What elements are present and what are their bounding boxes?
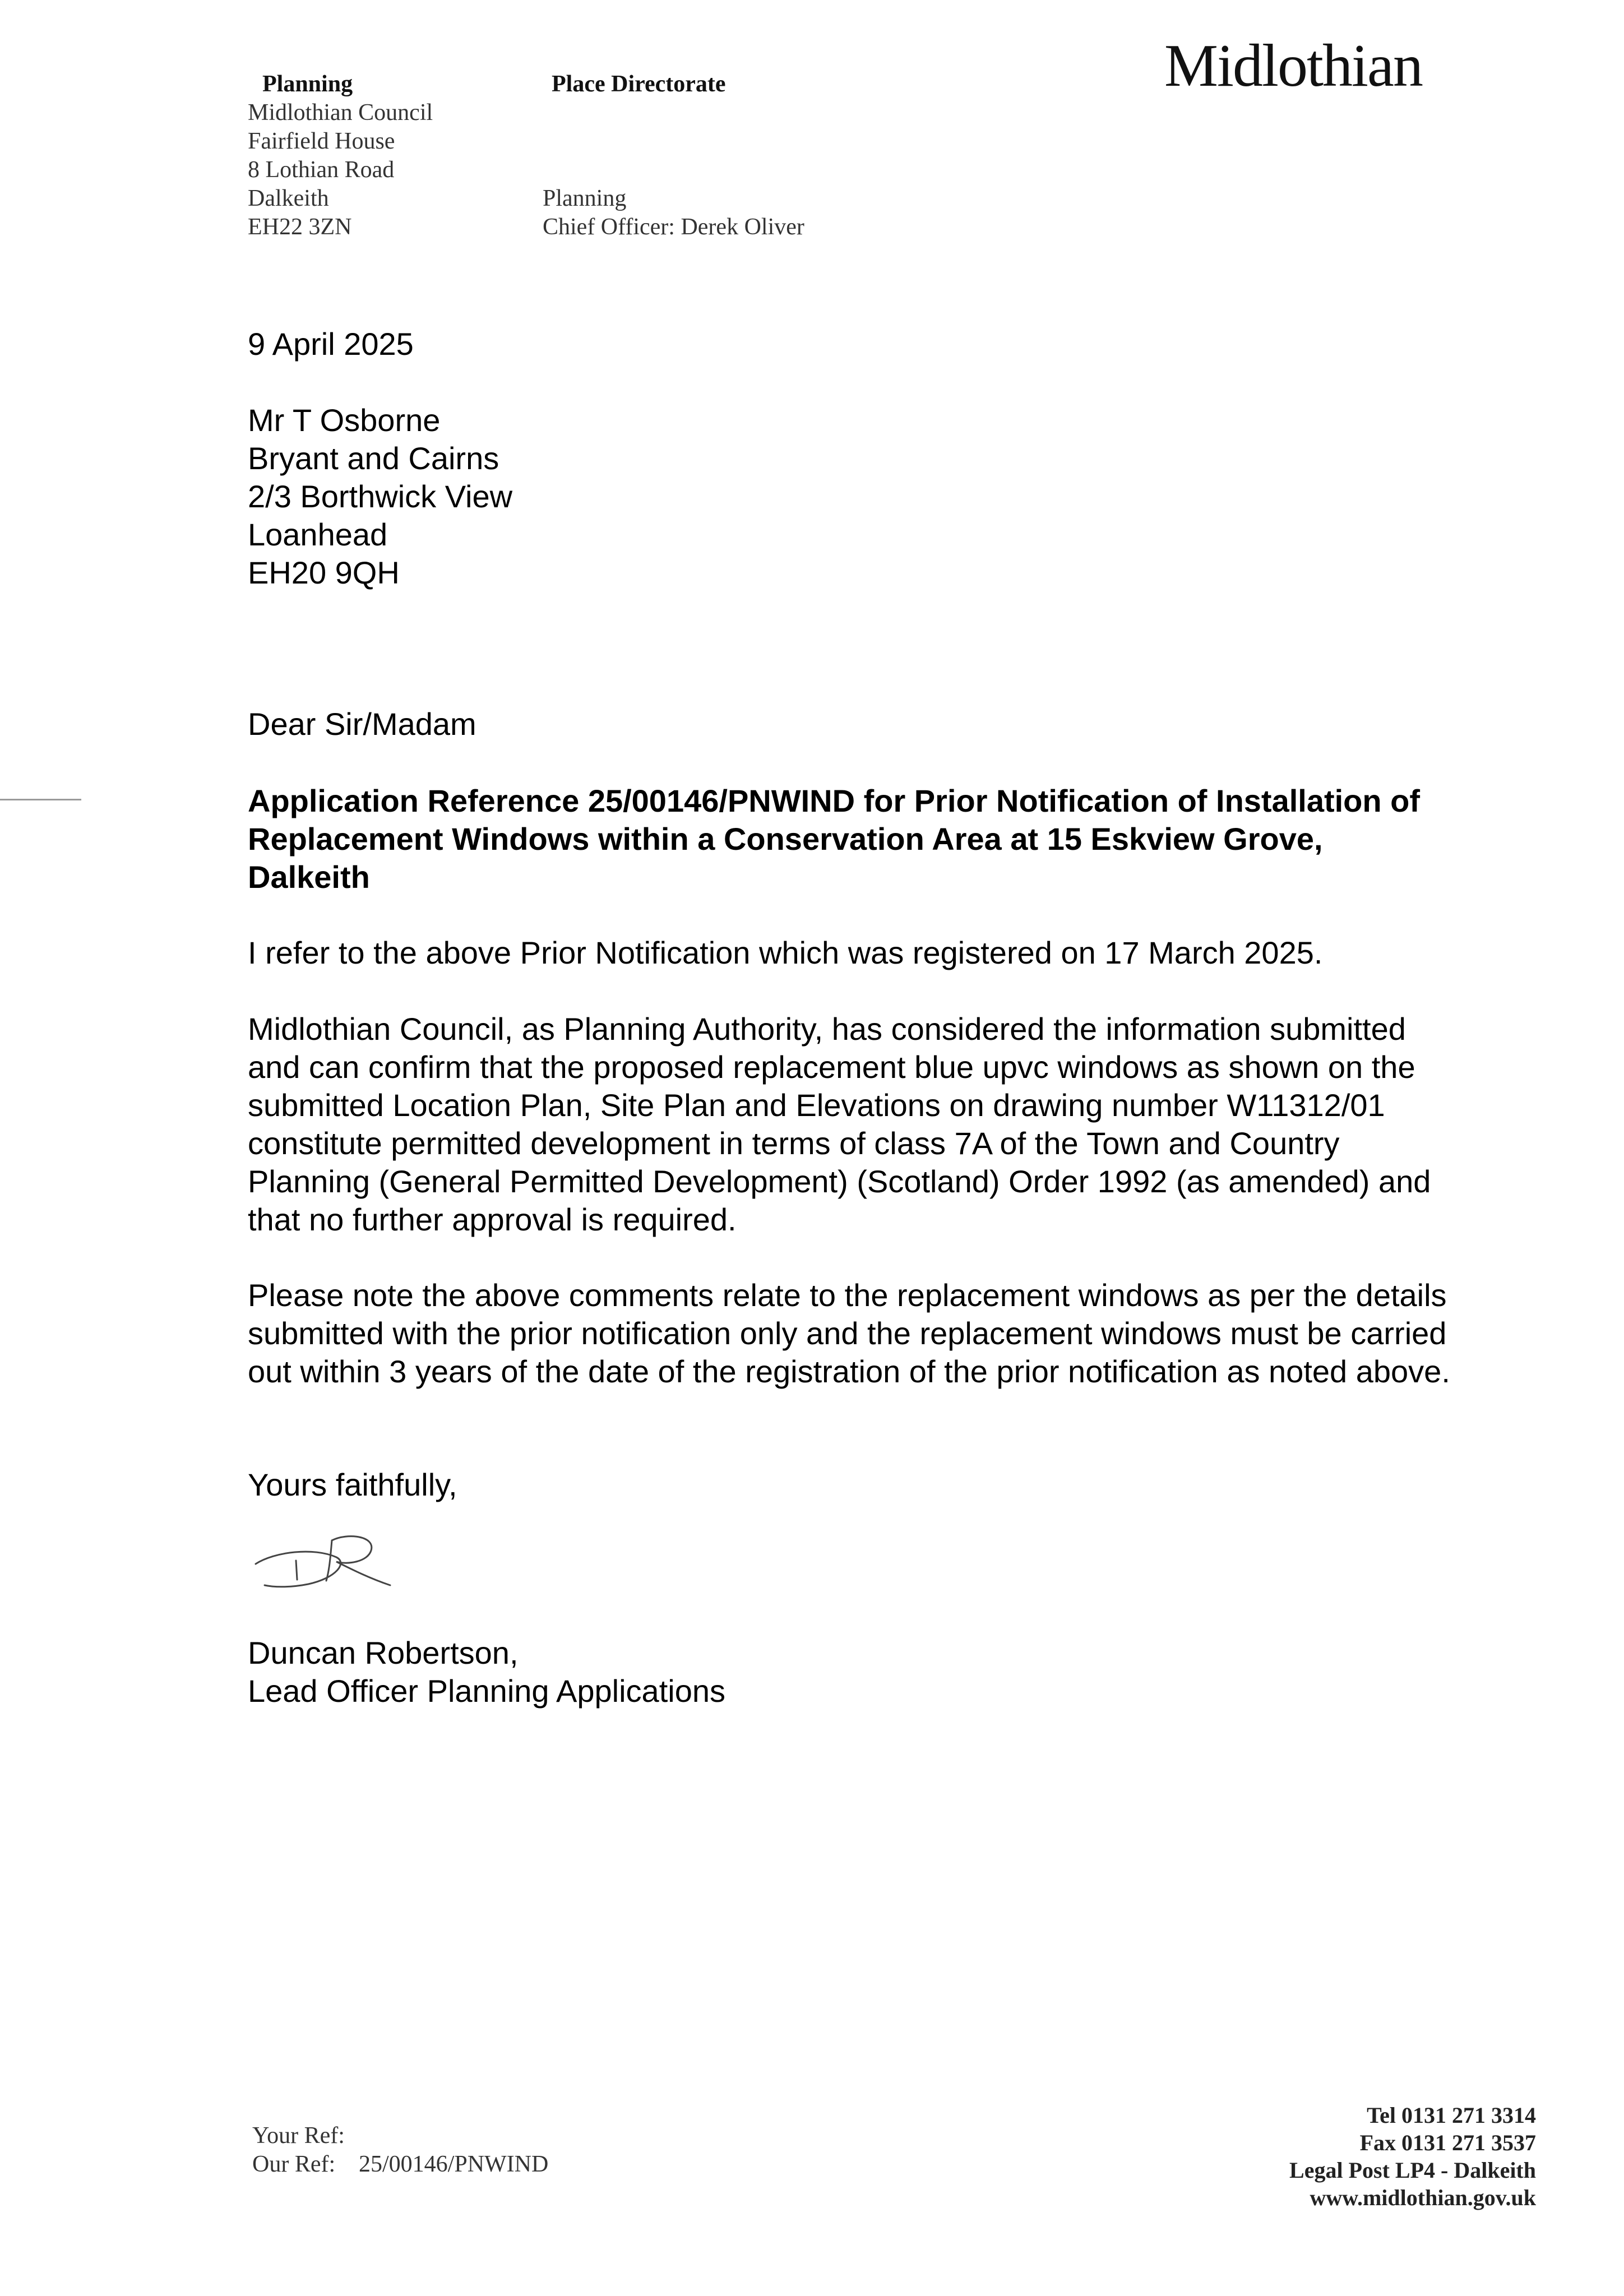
chief-officer: Chief Officer: Derek Oliver (543, 214, 804, 240)
sender-address-line: Dalkeith (248, 186, 329, 211)
recipient-line: 2/3 Borthwick View (248, 479, 513, 514)
signatory-title: Lead Officer Planning Applications (248, 1673, 725, 1709)
body-paragraph: Please note the above comments relate to the replacement windows as per the details submitted with the prior notification only and the replacement windows must be carried out within 3 years of the date of the registration of the prior notification as noted above. (248, 1277, 1450, 1389)
your-ref-label: Your Ref: (252, 2123, 345, 2149)
your-ref-row (252, 2122, 548, 2150)
recipient-line: EH20 9QH (248, 555, 400, 590)
fax: Fax 0131 271 3537 (1359, 2130, 1536, 2155)
body-paragraph: I refer to the above Prior Notification which was registered on 17 March 2025. (248, 935, 1323, 970)
signature-image (252, 1525, 398, 1598)
subject-heading: Application Reference 25/00146/PNWIND for Prior Notification of Installation of Replacement Windows within a Conservation Area at 15 Eskview Grove, Dalkeith (248, 783, 1421, 895)
telephone: Tel 0131 271 3314 (1367, 2103, 1536, 2128)
sender-heading: Planning (262, 71, 353, 97)
sender-address-line: Fairfield House (248, 128, 395, 154)
sender-address-line: EH22 3ZN (248, 214, 352, 240)
reference-block (252, 2122, 548, 2179)
closing: Yours faithfully, (248, 1467, 457, 1502)
website-link[interactable]: www.midlothian.gov.uk (1310, 2185, 1536, 2210)
our-ref-value: 25/00146/PNWIND (359, 2151, 549, 2177)
our-ref-row (252, 2150, 548, 2179)
letter-date: 9 April 2025 (248, 326, 414, 362)
sender-address-block (248, 70, 433, 242)
council-logo: Midlothian (1164, 33, 1422, 99)
contact-block (1289, 2101, 1536, 2211)
signatory-name: Duncan Robertson, (248, 1635, 519, 1670)
directorate-block (543, 70, 804, 242)
fold-mark (0, 799, 81, 800)
recipient-line: Bryant and Cairns (248, 441, 499, 476)
our-ref-label: Our Ref: (252, 2151, 336, 2177)
salutation: Dear Sir/Madam (248, 706, 476, 742)
department-name: Planning (543, 186, 627, 211)
directorate-heading: Place Directorate (552, 71, 726, 97)
body-paragraph: Midlothian Council, as Planning Authority, has considered the information submitted and can confirm that the proposed replacement blue upvc windows as shown on the submitted Location Plan, Site Plan and Elevations on drawing number W11312/01 constitute permitted development in terms of class 7A of the Town and Country Planning (General Permitted Development) (Scotland) Order 1992 (as amended) and that no further approval is required. (248, 1011, 1431, 1237)
sender-address-line: 8 Lothian Road (248, 157, 395, 183)
sender-address-line: Midlothian Council (248, 100, 433, 126)
legal-post: Legal Post LP4 - Dalkeith (1289, 2158, 1536, 2183)
recipient-address-block (248, 401, 1453, 592)
recipient-line: Mr T Osborne (248, 402, 441, 438)
signatory-block (248, 1634, 1453, 1710)
recipient-line: Loanhead (248, 517, 388, 552)
